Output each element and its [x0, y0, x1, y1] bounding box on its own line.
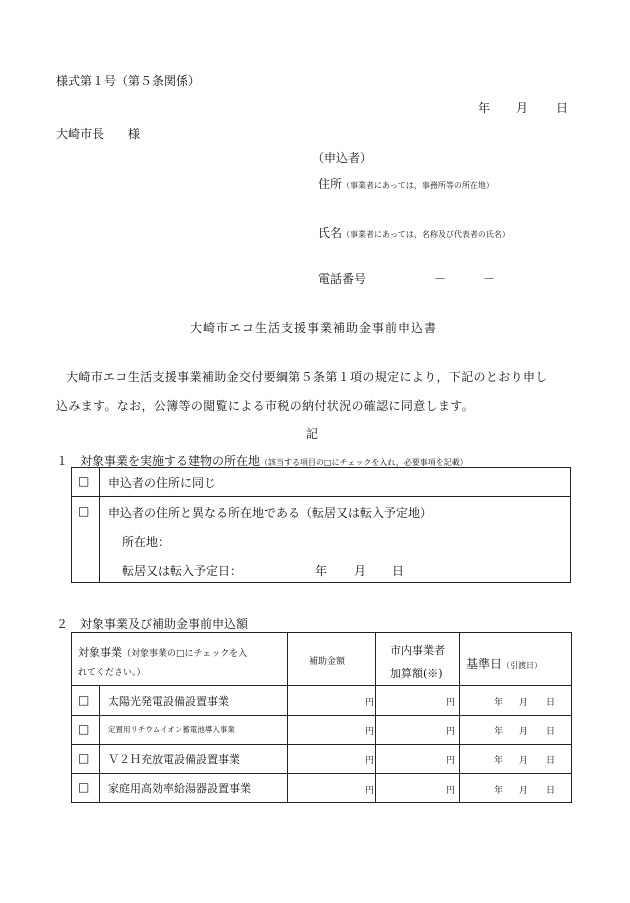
local-yen: 円 [446, 698, 456, 708]
section1-heading-note: （該当する項目の□にチェックを入れ，必要事項を記載） [260, 458, 468, 467]
phone-dash-2: － [483, 272, 496, 286]
name-row [318, 222, 510, 241]
phone-label: 電話番号 [318, 272, 367, 286]
header-date-note: （引渡日） [502, 661, 543, 670]
amount-yen: 円 [365, 786, 375, 796]
header-local-1: 市内事業者 [390, 644, 445, 657]
section1-table [71, 467, 571, 583]
amount-yen: 円 [365, 698, 375, 708]
ki-label: 記 [306, 427, 319, 441]
local-yen: 円 [446, 786, 456, 796]
name-label: 氏名 [318, 226, 343, 240]
date-month: 月 [519, 786, 529, 796]
section2-table [71, 632, 572, 803]
project-name: 定置用リチウムイオン蓄電池導入事業 [108, 725, 235, 734]
date-month: 月 [516, 101, 529, 115]
date-year: 年 [494, 698, 504, 708]
form-number: 様式第１号（第５条関係） [56, 74, 201, 88]
date-day: 日 [546, 698, 556, 708]
location-label: 所在地： [122, 535, 171, 549]
move-year: 年 [315, 564, 328, 578]
date-month: 月 [519, 727, 529, 737]
project-name: 太陽光発電設備設置事業 [108, 695, 229, 708]
addressee: 大崎市長 様 [56, 127, 141, 141]
phone-dash-1: － [434, 272, 447, 286]
amount-yen: 円 [365, 756, 375, 766]
header-project-line1 [78, 641, 247, 660]
header-project-note-1: （対象事業の□にチェックを入 [122, 649, 248, 659]
option-same-address: 申込者の住所に同じ [108, 476, 217, 490]
date-month: 月 [519, 698, 529, 708]
applicant-label: （申込者） [312, 151, 373, 165]
move-date-label: 転居又は転入予定日： [122, 564, 243, 578]
address-row [318, 173, 494, 192]
local-yen: 円 [446, 756, 456, 766]
header-project: 対象事業 [78, 646, 122, 659]
body-line-1: 大崎市エコ生活支援事業補助金交付要綱第５条第１項の規定により，下記のとおり申し [66, 370, 548, 384]
move-day: 日 [392, 564, 405, 578]
option-different-address: 申込者の住所と異なる所在地である（転居又は転入予定地） [108, 506, 433, 520]
document-title: 大崎市エコ生活支援事業補助金事前申込書 [190, 321, 438, 335]
date-month: 月 [519, 756, 529, 766]
project-name: 家庭用高効率給湯器設置事業 [108, 782, 251, 795]
header-local-2: 加算額(※) [390, 667, 443, 680]
address-label: 住所 [318, 177, 343, 191]
header-date-row [466, 653, 542, 672]
date-year: 年 [494, 786, 504, 796]
date-day: 日 [546, 786, 556, 796]
header-project-note-2: れてください。） [78, 668, 146, 678]
location-same-checkbox[interactable]: □ [78, 474, 90, 488]
project-checkbox-solar[interactable]: □ [78, 693, 90, 707]
section1-heading: １ 対象事業を実施する建物の所在地 [56, 454, 261, 468]
project-name: Ｖ２Ｈ充放電設備設置事業 [108, 753, 240, 766]
header-date: 基準日 [466, 657, 503, 671]
location-different-checkbox[interactable]: □ [78, 504, 90, 518]
date-year: 年 [478, 101, 491, 115]
project-checkbox-battery[interactable]: □ [78, 722, 90, 736]
date-day: 日 [546, 727, 556, 737]
local-yen: 円 [446, 727, 456, 737]
date-day: 日 [556, 101, 569, 115]
amount-yen: 円 [365, 727, 375, 737]
project-checkbox-water-heater[interactable]: □ [78, 780, 90, 794]
address-note: （事業者にあっては，事務所等の所在地） [342, 181, 494, 190]
body-line-2: 込みます。なお，公簿等の閲覧による市税の納付状況の確認に同意します。 [56, 399, 474, 413]
date-day: 日 [546, 756, 556, 766]
move-month: 月 [354, 564, 367, 578]
name-note: （事業者にあっては，名称及び代表者の氏名） [342, 230, 510, 239]
project-checkbox-v2h[interactable]: □ [78, 751, 90, 765]
header-amount: 補助金額 [309, 657, 346, 667]
date-year: 年 [494, 756, 504, 766]
date-year: 年 [494, 727, 504, 737]
section2-heading: ２ 対象事業及び補助金事前申込額 [56, 617, 249, 631]
